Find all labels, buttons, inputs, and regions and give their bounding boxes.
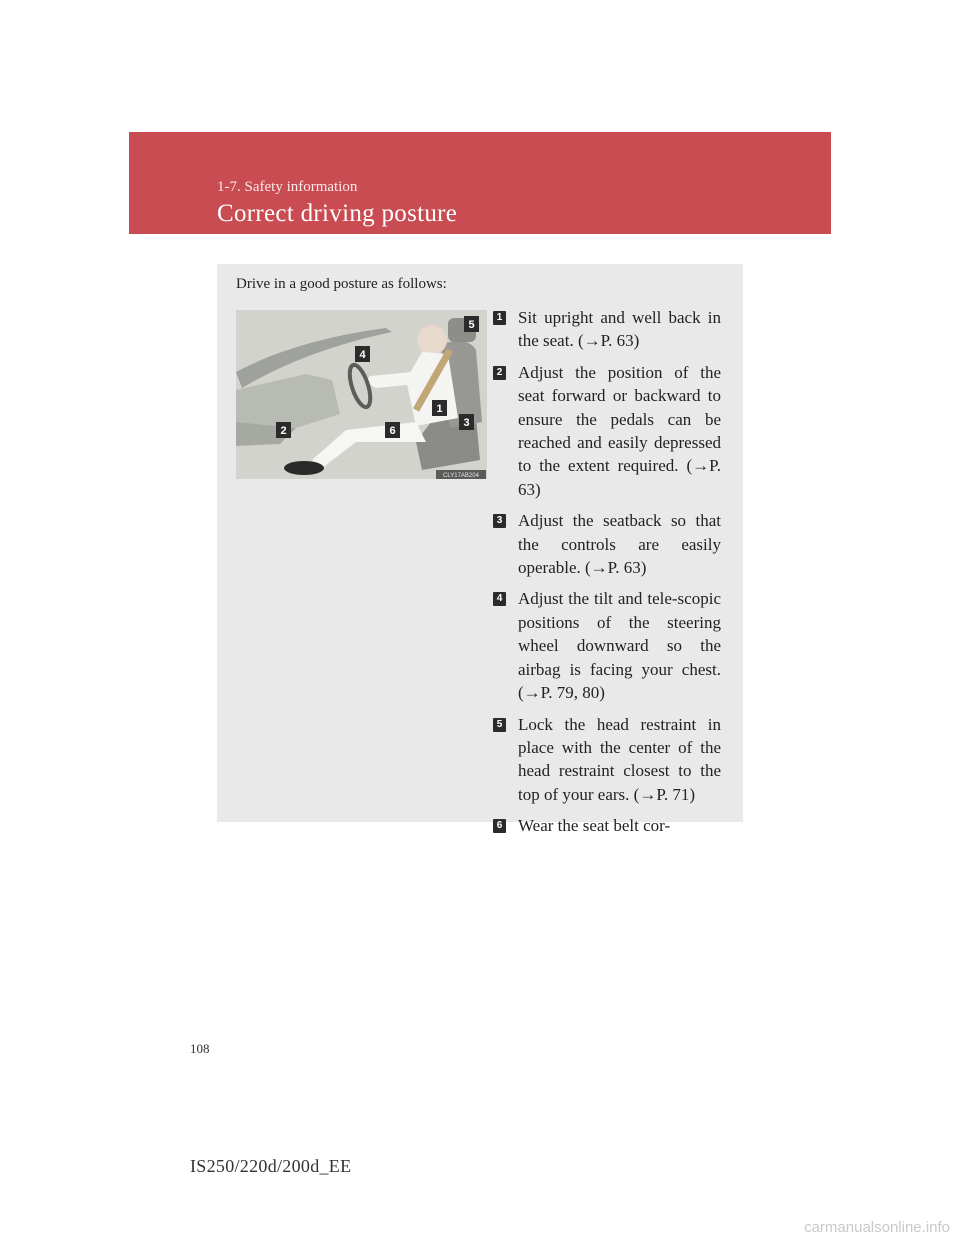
step-text: Wear the seat belt cor- bbox=[518, 816, 671, 836]
callout-2-label: 2 bbox=[280, 425, 287, 437]
posture-panel bbox=[217, 264, 743, 836]
driver-shoes bbox=[284, 461, 324, 475]
illustration-code: CLY17AB204 bbox=[443, 473, 479, 479]
step-number-icon: 6 bbox=[493, 819, 506, 833]
step-text: Lock the head restraint in place with the center of the head restraint closest to the top of your ears. (→P. 71) bbox=[518, 714, 721, 804]
step-text: Adjust the seatback so that the controls are easily operable. (→P. 63) bbox=[518, 511, 721, 578]
step-text: Adjust the position of the seat forward or backward to ensure the pedals can be reached and easily depressed to the extent required. (→P. 63) bbox=[518, 362, 721, 499]
callout-5-label: 5 bbox=[468, 319, 475, 331]
step-number-icon: 4 bbox=[493, 592, 506, 606]
watermark-link[interactable]: carmanualsonline.info bbox=[804, 1219, 950, 1236]
driving-posture-illustration bbox=[236, 310, 487, 479]
step-number-icon: 3 bbox=[493, 514, 506, 528]
callout-6-label: 6 bbox=[389, 425, 396, 437]
intro-text: Drive in a good posture as follows: bbox=[236, 276, 447, 292]
callout-4-label: 4 bbox=[359, 349, 366, 361]
steering-wheel bbox=[346, 363, 375, 410]
step-number-icon: 2 bbox=[493, 366, 506, 380]
step-number-icon: 5 bbox=[493, 718, 506, 732]
chapter-header bbox=[129, 132, 831, 234]
callout-3-label: 3 bbox=[463, 417, 470, 429]
step-5 bbox=[493, 713, 721, 807]
section-label: 1-7. Safety information bbox=[217, 179, 358, 195]
step-text: Adjust the tilt and tele-scopic positions of the steering wheel downward so the airbag is facing your chest. (→P. 79, 80) bbox=[518, 589, 721, 703]
callout-1-label: 1 bbox=[436, 403, 443, 415]
driver-legs bbox=[312, 422, 426, 468]
page-title: Correct driving posture bbox=[217, 200, 458, 227]
posture-diagram bbox=[236, 310, 487, 479]
step-number-icon: 1 bbox=[493, 311, 506, 325]
step-2 bbox=[493, 361, 721, 501]
step-4 bbox=[493, 587, 721, 704]
step-6 bbox=[493, 814, 721, 837]
step-text: Sit upright and well back in the seat. (→P. 63) bbox=[518, 308, 721, 351]
model-code: IS250/220d/200d_EE bbox=[190, 1156, 352, 1176]
posture-steps-list bbox=[493, 306, 721, 846]
step-1 bbox=[493, 306, 721, 353]
step-3 bbox=[493, 509, 721, 579]
page-number: 108 bbox=[190, 1041, 210, 1056]
driver-head bbox=[417, 325, 447, 355]
